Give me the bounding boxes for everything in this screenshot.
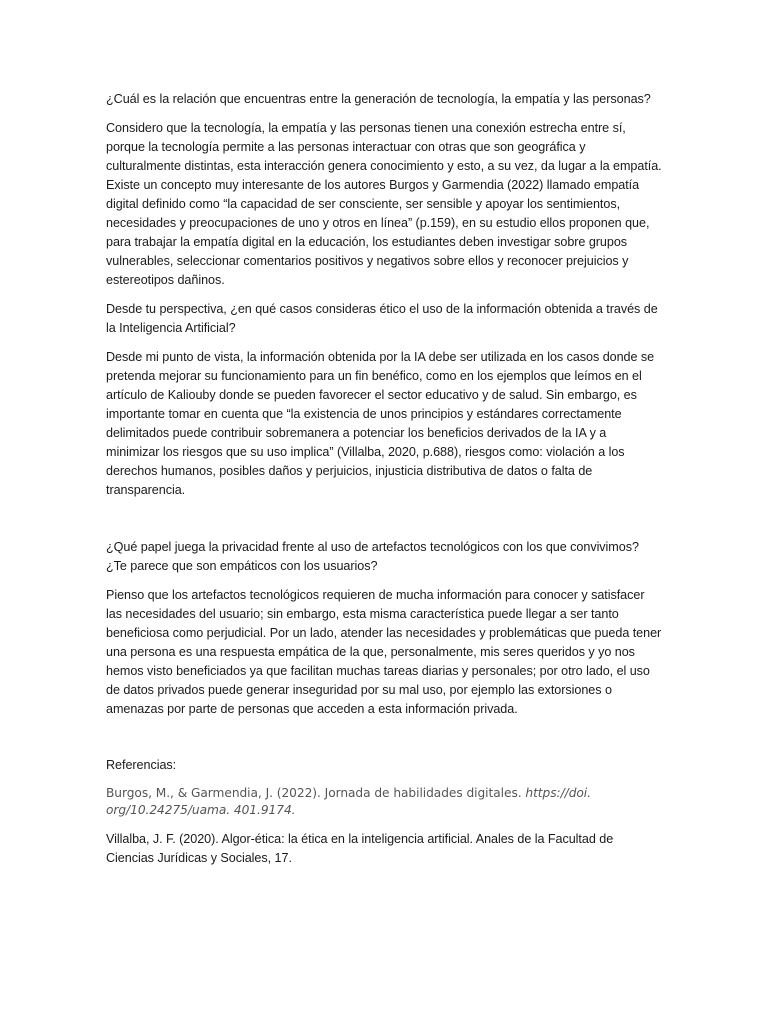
question-ai-ethics: Desde tu perspectiva, ¿en qué casos consideras ético el uso de la información obtenida a través de la Inteligencia Artificial? <box>106 302 658 335</box>
answer-ai-ethics: Desde mi punto de vista, la información obtenida por la IA debe ser utilizada en los casos donde se pretenda mejorar su funcionamiento para un fin benéfico, como en los ejemplos que leímos en el artículo de Kaliouby donde se pueden favorecer el sector educativo y de salud. Sin embargo, es importante tomar en cuenta que “la existencia de unos principios y estándares correctamente delimitados puede contribuir sobremanera a potenciar los beneficios derivados de la IA y a minimizar los riesgos que su uso implica” (Villalba, 2020, p.688), riesgos como: violación a los derechos humanos, posibles daños y perjuicios, injusticia distributiva de datos o falta de transparencia. <box>106 350 655 497</box>
reference-villalba: Villalba, J. F. (2020). Algor-ética: la ética en la inteligencia artificial. Anales de la Facultad de Ciencias Jurídicas y Sociales, 17. <box>106 832 614 865</box>
document-page <box>106 90 662 868</box>
answer-privacy: Pienso que los artefactos tecnológicos requieren de mucha información para conocer y satisfacer las necesidades del usuario; sin embargo, esta misma característica puede llegar a ser tanto beneficiosa como perjudicial. Por un lado, atender las necesidades y problemáticas que pueda tener una persona es una respuesta empática de la que, personalmente, mis seres queridos y yo nos hemos visto beneficiados ya que facilitan muchas tareas diarias y personales; por otro lado, el uso de datos privados puede generar inseguridad por su mal uso, por ejemplo las extorsiones o amenazas por parte de personas que acceden a esta información privada. <box>106 588 662 716</box>
reference-burgos <box>106 785 662 819</box>
references-heading: Referencias: <box>106 758 177 772</box>
reference-burgos-doi: https://doi. org/10.24275/uama. 401.9174. <box>106 786 591 817</box>
answer-technology-empathy: Considero que la tecnología, la empatía y las personas tienen una conexión estrecha entre sí, porque la tecnología permite a las personas interactuar con otras que son geográfica y culturalmente distintas, esta interacción genera conocimiento y esto, a su vez, da lugar a la empatía. Existe un concepto muy interesante de los autores Burgos y Garmendia (2022) llamado empatía digital definido como “la capacidad de ser consciente, ser sensible y apoyar los sentimientos, necesidades y preocupaciones de uno y otros en línea” (p.159), en su estudio ellos proponen que, para trabajar la empatía digital en la educación, los estudiantes deben investigar sobre grupos vulnerables, seleccionar comentarios positivos y negativos sobre ellos y reconocer prejuicios y estereotipos dañinos. <box>106 121 662 287</box>
question-technology-empathy: ¿Cuál es la relación que encuentras entre la generación de tecnología, la empatía y las personas? <box>106 92 651 106</box>
question-privacy: ¿Qué papel juega la privacidad frente al uso de artefactos tecnológicos con los que convivimos? ¿Te parece que son empáticos con los usuarios? <box>106 540 639 573</box>
reference-burgos-text: Burgos, M., & Garmendia, J. (2022). Jornada de habilidades digitales. <box>106 786 526 800</box>
